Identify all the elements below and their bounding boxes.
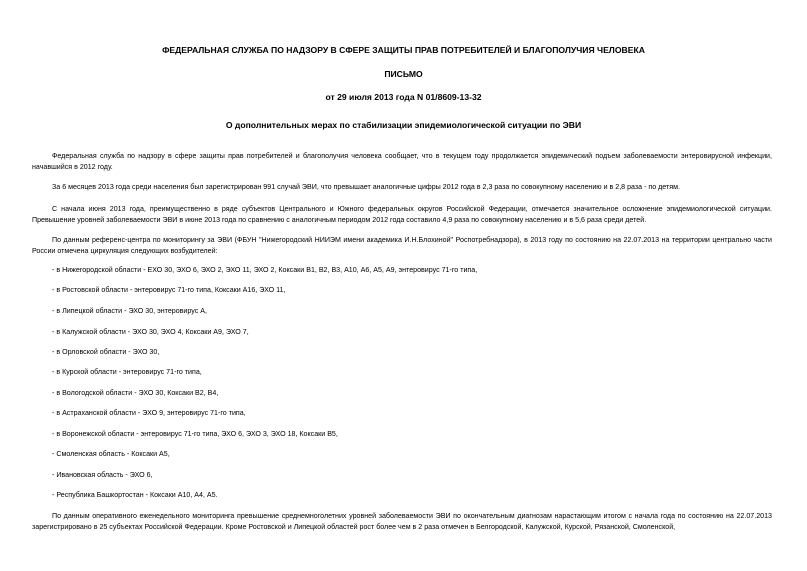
list-item: - в Нижегородской области - ЕХО 30, ЭХО 6, ЭХО 2, ЭХО 11, ЭХО 2, Коксаки В1, В2, В3, А10, А6, А5, А9, энтеровирус 71-го типа,	[52, 266, 478, 274]
paragraph-reference-center: По данным референс-центра по мониторингу за ЭВИ (ФБУН "Нижегородский НИИЭМ имени академика И.Н.Блохиной" Роспотребнадзора), в 2013 году по состоянию на 22.07.2013 на территории центрально части России отмечена циркуляция следующих возбудителей:	[32, 236, 772, 255]
list-item: - в Курской области - энтеровирус 71-го типа,	[52, 368, 202, 376]
paragraph-situation: С начала июня 2013 года, преимущественно в ряде субъектов Центрального и Южного федеральных округов Российской Федерации, отмечается значительное осложнение эпидемиологической ситуации. Превышение уровней заболеваемости ЭВИ в июне 2013 года по сравнению с аналогичным периодом 2012 года составило 4,9 раза по совокупному населению и в 5,6 раза среди детей.	[32, 205, 772, 224]
list-item: - в Калужской области - ЭХО 30, ЭХО 4, Коксаки А9, ЭХО 7,	[52, 328, 249, 336]
list-item: - Смоленская область - Коксаки А5,	[52, 450, 170, 458]
paragraph-intro: Федеральная служба по надзору в сфере защиты прав потребителей и благополучия человека сообщает, что в текущем году продолжается эпидемический подъем заболеваемости энтеровирусной инфекции, начавшийся в 2012 году.	[32, 152, 772, 171]
list-item: - в Воронежской области - энтеровирус 71-го типа, ЭХО 6, ЭХО 3, ЭХО 18, Коксаки В5,	[52, 430, 338, 438]
document-type: ПИСЬМО	[384, 69, 423, 79]
list-item: - Республика Башкортостан - Коксаки А10, А4, А5.	[52, 491, 218, 499]
list-item: - в Вологодской области - ЭХО 30, Коксаки В2, В4,	[52, 389, 219, 397]
list-item: - в Орловской области - ЭХО 30,	[52, 348, 160, 356]
agency-title: ФЕДЕРАЛЬНАЯ СЛУЖБА ПО НАДЗОРУ В СФЕРЕ ЗАЩИТЫ ПРАВ ПОТРЕБИТЕЛЕЙ И БЛАГОПОЛУЧИЯ ЧЕЛОВЕКА	[162, 45, 645, 55]
paragraph-monitoring: По данным оперативного еженедельного мониторинга превышение среднемноголетних уровней заболеваемости ЭВИ по окончательным диагнозам нарастающим итогом с начала года по состоянию на 22.07.2013 зарегистрировано в 25 субъектах Российской Федерации. Кроме Ростовской и Липецкой областей рост более чем в 2 раза отмечен в Белгородской, Калужской, Курской, Рязанской, Смоленской,	[32, 512, 772, 531]
list-item: - Ивановская область - ЭХО 6,	[52, 471, 153, 479]
document-subject: О дополнительных мерах по стабилизации эпидемиологической ситуации по ЭВИ	[225, 120, 582, 130]
document-date-number: от 29 июля 2013 года N 01/8609-13-32	[325, 92, 482, 102]
list-item: - в Астраханской области - ЭХО 9, энтеровирус 71-го типа,	[52, 409, 246, 417]
list-item: - в Ростовской области - энтеровирус 71-го типа, Коксаки А16, ЭХО 11,	[52, 286, 286, 294]
paragraph-statistics: За 6 месяцев 2013 года среди населения был зарегистрирован 991 случай ЭВИ, что превышает аналогичные цифры 2012 года в 2,3 раза по совокупному населению и в 2,8 раза - по детям.	[52, 183, 680, 191]
list-item: - в Липецкой области - ЭХО 30, энтеровирус А,	[52, 307, 207, 315]
